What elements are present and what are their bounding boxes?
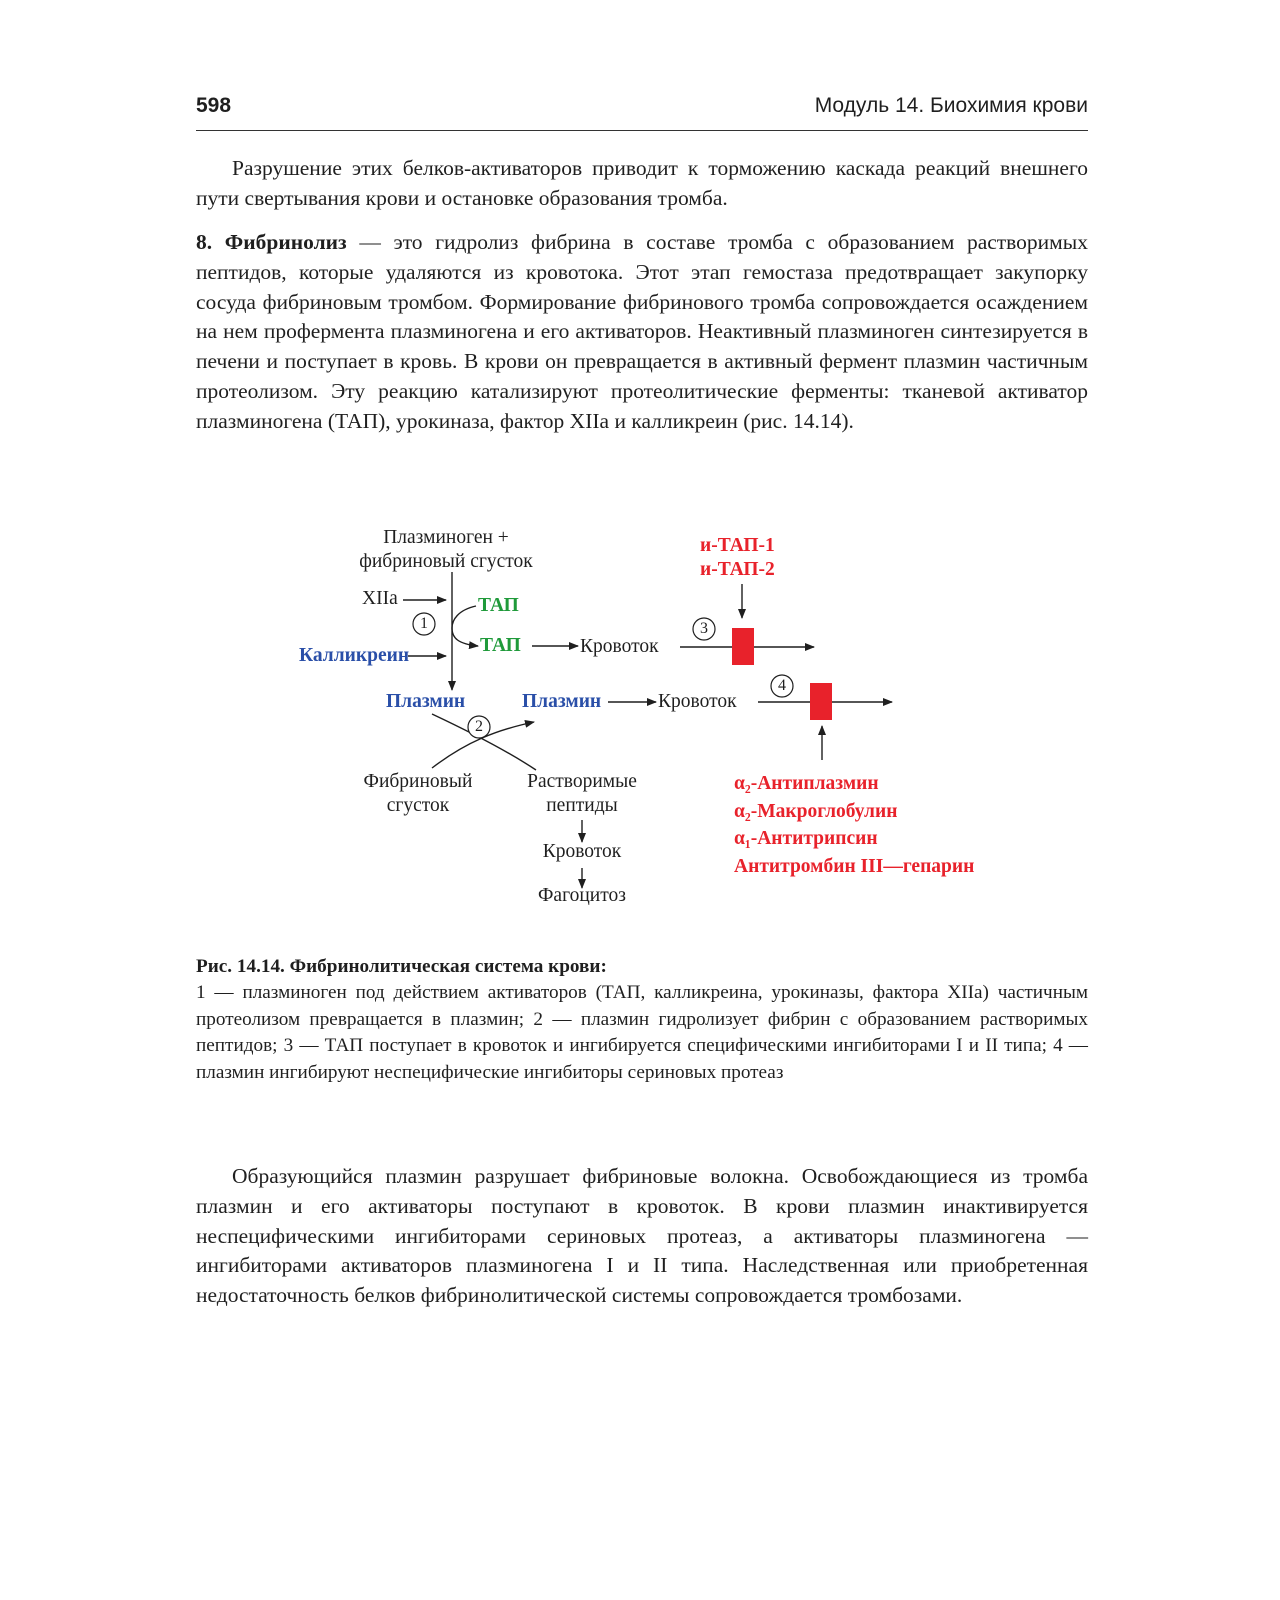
plasmin-right-label: Плазмин: [522, 691, 602, 712]
plasminogen-line2: фибриновый сгусток: [359, 551, 533, 572]
inhibitor-antitrypsin: α₁-Антитрипсин: [734, 828, 878, 849]
bloodstream-label-1: Кровоток: [580, 636, 659, 657]
plasminogen-label: [336, 526, 556, 574]
paragraph-3: Образующийся плазмин разрушает фибриновые волокна. Освобождающиеся из тромба плазмин и его активаторы поступают в кровоток. В крови плазмин инактивируется неспецифическими ингибиторами сериновых протеаз, а активаторы плазминогена — ингибиторами активаторов плазминогена I и II типа. Наследственная или приобретенная недостаточность белков фибринолитической системы сопровождается тромбозами.: [196, 1164, 1088, 1308]
step-3-number: 3: [700, 620, 708, 637]
fibrin-clot-line2: сгусток: [386, 795, 450, 816]
inhibitor-tap-1: и-ТАП-1: [700, 535, 775, 556]
paragraph-fibrinolysis: [196, 228, 1088, 437]
soluble-peptides-label: [512, 770, 652, 818]
inhibitor-macroglobulin: α₂-Макроглобулин: [734, 800, 898, 822]
factor-xiia-label: XIIa: [362, 588, 398, 609]
inhibitor-tap-2: и-ТАП-2: [700, 559, 775, 580]
bloodstream-label-3: Кровоток: [542, 841, 622, 862]
plasminogen-line1: Плазминоген +: [383, 527, 509, 548]
soluble-line2: пептиды: [546, 795, 618, 816]
figure-caption: [196, 954, 1088, 1086]
step-1-number: 1: [420, 615, 428, 632]
plasmin-left-label: Плазмин: [386, 691, 466, 712]
tap-lower-label: ТАП: [480, 635, 521, 656]
fibrin-clot-line1: Фибриновый: [363, 771, 473, 792]
soluble-line1: Растворимые: [527, 771, 637, 792]
paragraph-text: — это гидролиз фибрина в составе тромба с образованием растворимых пептидов, которые удаляются из кровотока. Этот этап гемостаза предотвращает закупорку сосуда фибриновым тромбом. Формирование фибринового тромба сопровождается осаждением на нем профермента плазминогена и его активаторов. Неактивный плазминоген синтезируется в печени и поступает в кровь. В крови он превращается в активный фермент плазмин частичным протеолизом. Эту реакцию катализируют протеолитические ферменты: тканевой активатор плазминогена (ТАП), урокиназа, фактор XIIa и калликреин (рис. 14.14).: [196, 230, 1088, 433]
kallikrein-label: Калликреин: [299, 645, 410, 666]
caption-text: 1 — плазминоген под действием активаторов (ТАП, калликреина, урокиназы, фактора XIIa) частичным протеолизом превращается в плазмин; 2 — плазмин гидролизует фибрин с образованием растворимых пептидов; 3 — ТАП поступает в кровоток и ингибируется специфическими ингибиторами I и II типа; 4 — плазмин ингибируют неспецифические ингибиторы сериновых протеаз: [196, 982, 1088, 1083]
running-head: Модуль 14. Биохимия крови: [814, 94, 1088, 117]
serine-protease-inhibitors-list: [734, 770, 974, 880]
step-4-number: 4: [778, 677, 786, 694]
page-header: [196, 94, 1088, 131]
page-number: 598: [196, 94, 232, 117]
phagocytosis-label: Фагоцитоз: [538, 885, 626, 906]
tap-inhibitors-label: [700, 534, 775, 582]
inhibitor-antithrombin: Антитромбин III—гепарин: [734, 855, 975, 877]
bloodstream-label-2: Кровоток: [658, 691, 737, 712]
paragraph-lead: 8. Фибринолиз: [196, 230, 347, 254]
fibrinolysis-diagram: [196, 520, 1088, 940]
tap-upper-label: ТАП: [478, 595, 519, 616]
paragraph-1: Разрушение этих белков-активаторов приводит к торможению каскада реакций внешнего пути свертывания крови и остановке образования тромба.: [196, 156, 1088, 210]
caption-title: Рис. 14.14. Фибринолитическая система крови:: [196, 956, 607, 977]
inhibitor-antiplasmin: α₂-Антиплазмин: [734, 773, 879, 794]
fibrin-clot-label: [346, 770, 490, 818]
inhibition-block-tap: [732, 628, 754, 665]
step-2-number: 2: [475, 718, 483, 735]
inhibition-block-plasmin: [810, 683, 832, 720]
